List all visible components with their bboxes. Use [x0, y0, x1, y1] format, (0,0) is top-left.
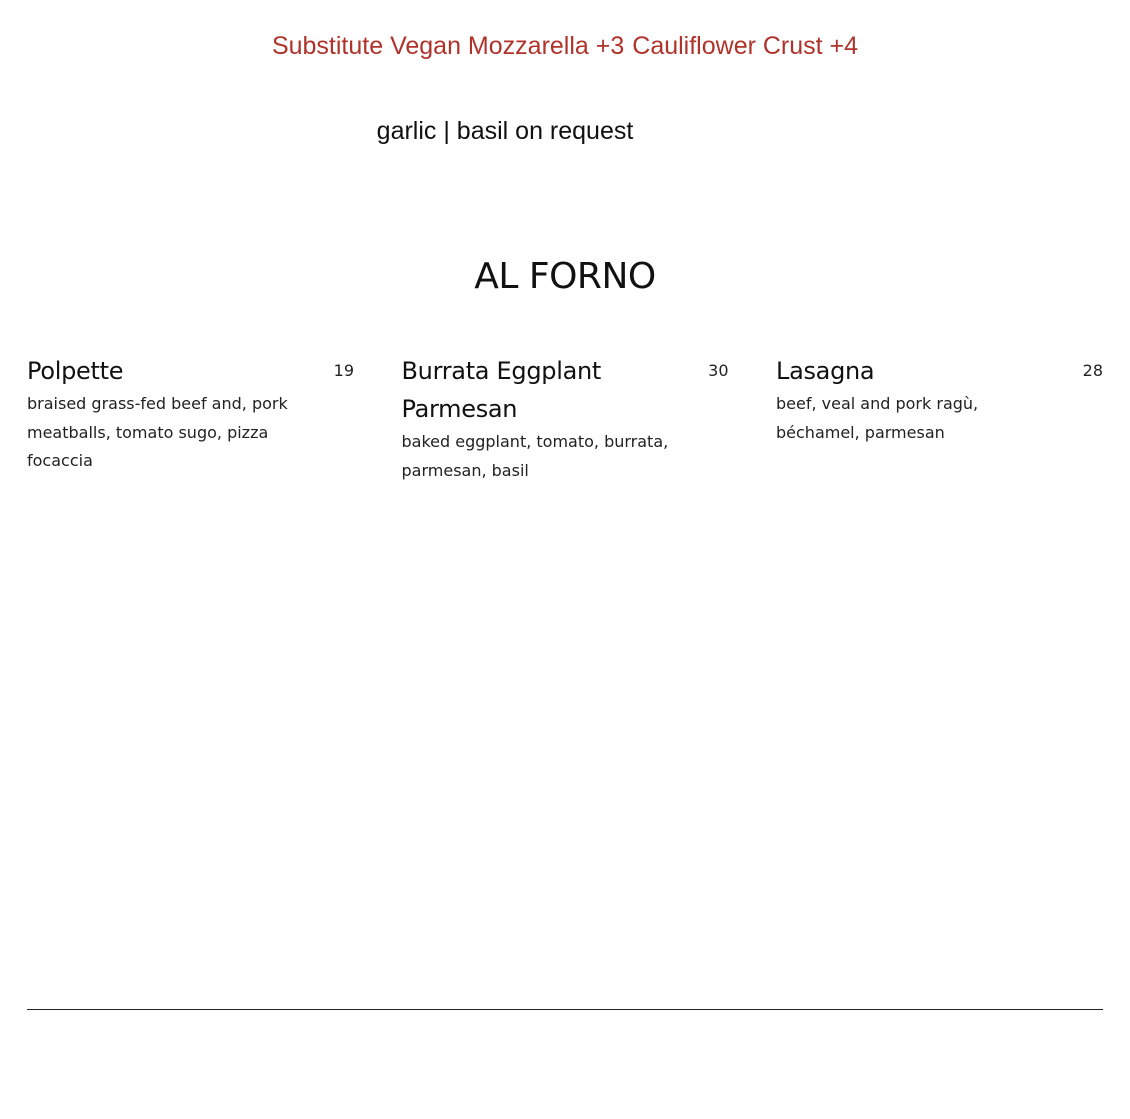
- menu-item-description: braised grass-fed beef and, pork meatballs, tomato sugo, pizza focaccia: [27, 394, 288, 470]
- menu-item-burrata-eggplant-parmesan: [402, 352, 729, 485]
- menu-item-name: Lasagna: [776, 357, 875, 385]
- menu-item-description: baked eggplant, tomato, burrata, parmesan, basil: [401, 432, 669, 480]
- menu-item-price: 30: [708, 361, 729, 380]
- garlic-basil-note: garlic | basil on request: [376, 117, 634, 145]
- menu-item-header: [402, 352, 729, 428]
- menu-item-polpette: [27, 352, 354, 485]
- menu-item-name: Burrata Eggplant Parmesan: [401, 357, 602, 423]
- substitutions-notice: [0, 30, 1130, 62]
- footer-divider: [27, 1009, 1103, 1010]
- menu-item-price: 19: [333, 361, 354, 380]
- menu-item-header: [27, 352, 354, 390]
- menu-items-grid: [27, 352, 1103, 485]
- menu-item-header: [776, 352, 1103, 390]
- menu-item-price: 28: [1082, 361, 1103, 380]
- menu-item-description: beef, veal and pork ragù, béchamel, parmesan: [776, 394, 979, 442]
- vegan-mozzarella-option: Substitute Vegan Mozzarella +3: [271, 32, 625, 60]
- cauliflower-crust-option: Cauliflower Crust +4: [632, 32, 859, 60]
- section-title-al-forno: AL FORNO: [474, 256, 656, 297]
- menu-item-lasagna: [776, 352, 1103, 485]
- menu-item-name: Polpette: [27, 357, 124, 385]
